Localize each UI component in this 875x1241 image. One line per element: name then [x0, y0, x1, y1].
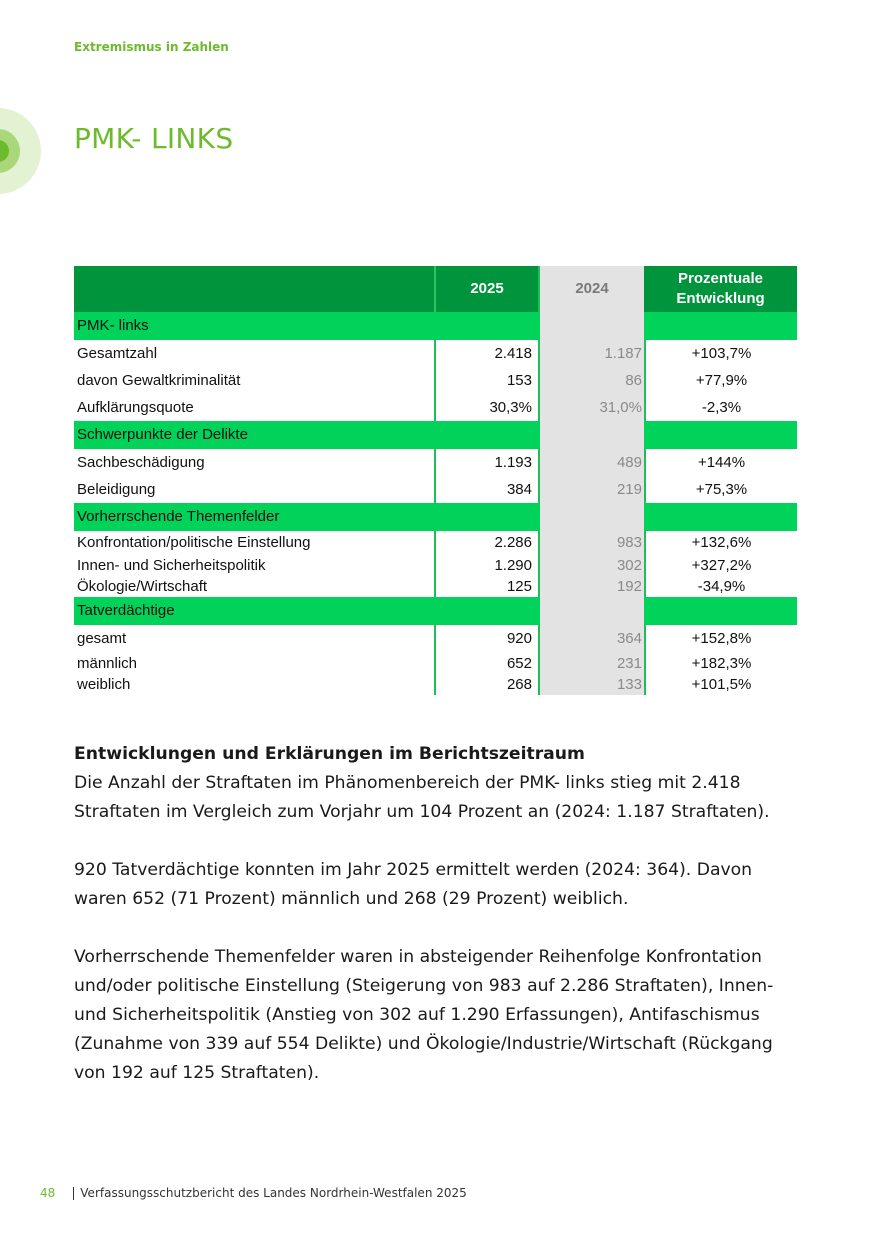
group-row: Tatverdächtige [74, 597, 797, 625]
col-2025: 2025 [436, 266, 540, 312]
table-row: weiblich 268 133 +101,5% [74, 674, 797, 695]
section-label: Extremismus in Zahlen [74, 40, 229, 54]
section-heading: Entwicklungen und Erklärungen im Berichtszeitraum [74, 744, 585, 764]
page-title: PMK- LINKS [74, 122, 234, 155]
paragraph: Vorherrschende Themenfelder waren in absteigender Reihenfolge Konfrontation und/oder politische Einstellung (Steigerung von 983 auf 2.286 Straftaten), Innen- und Sicherheitspolitik (Anstieg von 302 auf 1.290 Erfassungen), Antifaschismus (Zunahme von 339 auf 554 Delikte) und Ökologie/Industrie/Wirtschaft (Rückgang von 192 auf 125 Straftaten). [74, 947, 774, 1083]
paragraph: 920 Tatverdächtige konnten im Jahr 2025 ermittelt werden (2024: 364). Davon waren 652 (71 Prozent) männlich und 268 (29 Prozent) weiblich. [74, 860, 753, 909]
table-row: Ökologie/Wirtschaft 125 192 -34,9% [74, 576, 797, 597]
table-row: Aufklärungsquote 30,3% 31,0% -2,3% [74, 394, 797, 421]
table-row: Konfrontation/politische Einstellung 2.286 983 +132,6% [74, 531, 797, 555]
table-row: Beleidigung 384 219 +75,3% [74, 476, 797, 503]
statistics-table [74, 266, 797, 695]
col-change: Prozentuale Entwicklung [644, 266, 797, 312]
table-row: gesamt 920 364 +152,8% [74, 625, 797, 653]
table-row: männlich 652 231 +182,3% [74, 653, 797, 674]
footer-text: Verfassungsschutzbericht des Landes Nordrhein-Westfalen 2025 [80, 1186, 467, 1200]
table-row: Innen- und Sicherheitspolitik 1.290 302 +327,2% [74, 555, 797, 576]
group-row: Vorherrschende Themenfelder [74, 503, 797, 531]
table-row: Gesamtzahl 2.418 1.187 +103,7% [74, 340, 797, 367]
footer [40, 1186, 467, 1200]
footer-divider [73, 1187, 74, 1200]
body-text [74, 740, 804, 1117]
page-number: 48 [40, 1186, 56, 1200]
table-header [74, 266, 797, 312]
paragraph: Die Anzahl der Straftaten im Phänomenbereich der PMK- links stieg mit 2.418 Straftaten im Vergleich zum Vorjahr um 104 Prozent an (2024: 1.187 Straftaten). [74, 773, 770, 822]
col-2024: 2024 [540, 266, 644, 312]
table-row: davon Gewaltkriminalität 153 86 +77,9% [74, 367, 797, 394]
group-row: PMK- links [74, 312, 797, 340]
table-row: Sachbeschädigung 1.193 489 +144% [74, 449, 797, 476]
decorative-circles [0, 108, 41, 194]
group-row: Schwerpunkte der Delikte [74, 421, 797, 449]
